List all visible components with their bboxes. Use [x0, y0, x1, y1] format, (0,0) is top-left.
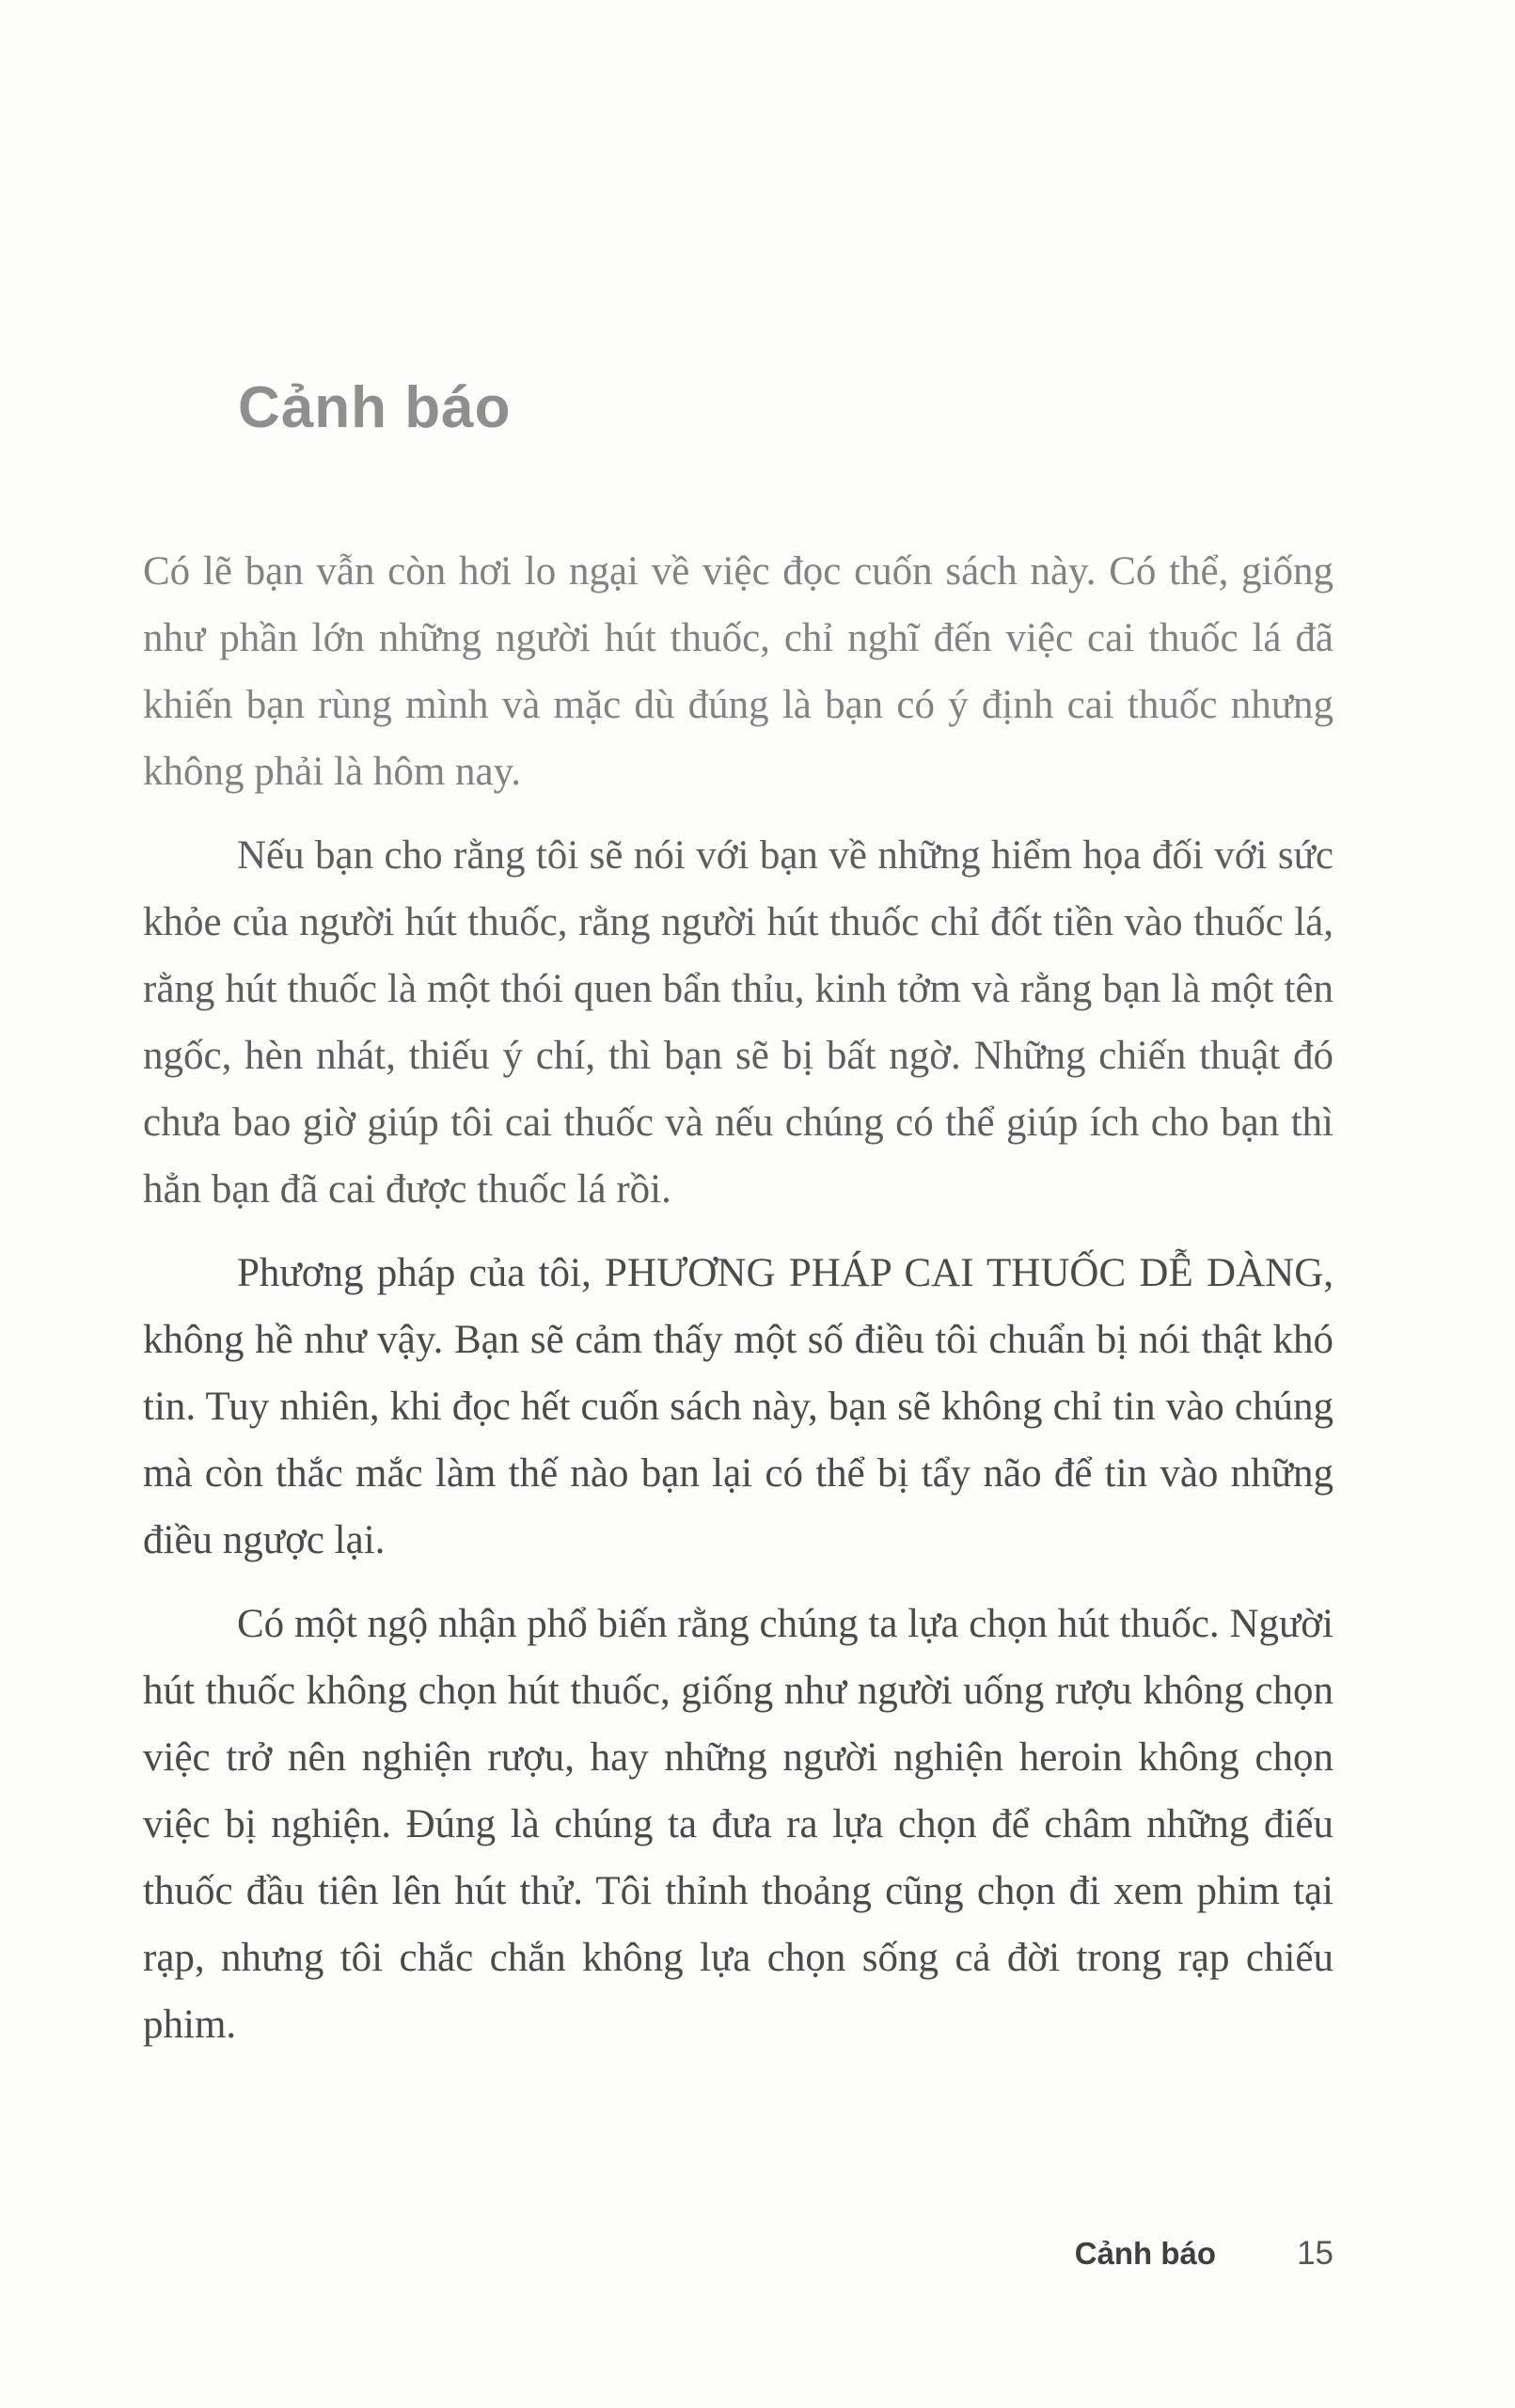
paragraph: Có lẽ bạn vẫn còn hơi lo ngại về việc đọc cuốn sách này. Có thể, giống như phần lớn những người hút thuốc, chỉ nghĩ đến việc cai thuốc lá đã khiến bạn rùng mình và mặc dù đúng là bạn có ý định cai thuốc nhưng không phải là hôm nay. — [143, 549, 1334, 794]
paragraph: Có một ngộ nhận phổ biến rằng chúng ta lựa chọn hút thuốc. Người hút thuốc không chọn hút thuốc, giống như người uống rượu không chọn việc trở nên nghiện rượu, hay những người nghiện heroin không chọn việc bị nghiện. Đúng là chúng ta đưa ra lựa chọn để châm những điếu thuốc đầu tiên lên hút thử. Tôi thỉnh thoảng cũng chọn đi xem phim tại rạp, nhưng tôi chắc chắn không lựa chọn sống cả đời trong rạp chiếu phim. — [143, 1602, 1334, 2047]
footer-page-number: 15 — [1297, 2235, 1334, 2272]
chapter-title: Cảnh báo — [238, 375, 512, 440]
body-text-block — [143, 538, 1334, 2075]
footer-chapter-label: Cảnh báo — [1074, 2236, 1217, 2271]
paragraph: Nếu bạn cho rằng tôi sẽ nói với bạn về những hiểm họa đối với sức khỏe của người hút thuốc, rằng người hút thuốc chỉ đốt tiền vào thuốc lá, rằng hút thuốc là một thói quen bẩn thỉu, kinh tởm và rằng bạn là một tên ngốc, hèn nhát, thiếu ý chí, thì bạn sẽ bị bất ngờ. Những chiến thuật đó chưa bao giờ giúp tôi cai thuốc và nếu chúng có thể giúp ích cho bạn thì hẳn bạn đã cai được thuốc lá rồi. — [143, 833, 1334, 1212]
paragraph: Phương pháp của tôi, PHƯƠNG PHÁP CAI THUỐC DỄ DÀNG, không hề như vậy. Bạn sẽ cảm thấy một số điều tôi chuẩn bị nói thật khó tin. Tuy nhiên, khi đọc hết cuốn sách này, bạn sẽ không chỉ tin vào chúng mà còn thắc mắc làm thế nào bạn lại có thể bị tẩy não để tin vào những điều ngược lại. — [143, 1251, 1334, 1562]
page-footer — [1075, 2235, 1334, 2273]
